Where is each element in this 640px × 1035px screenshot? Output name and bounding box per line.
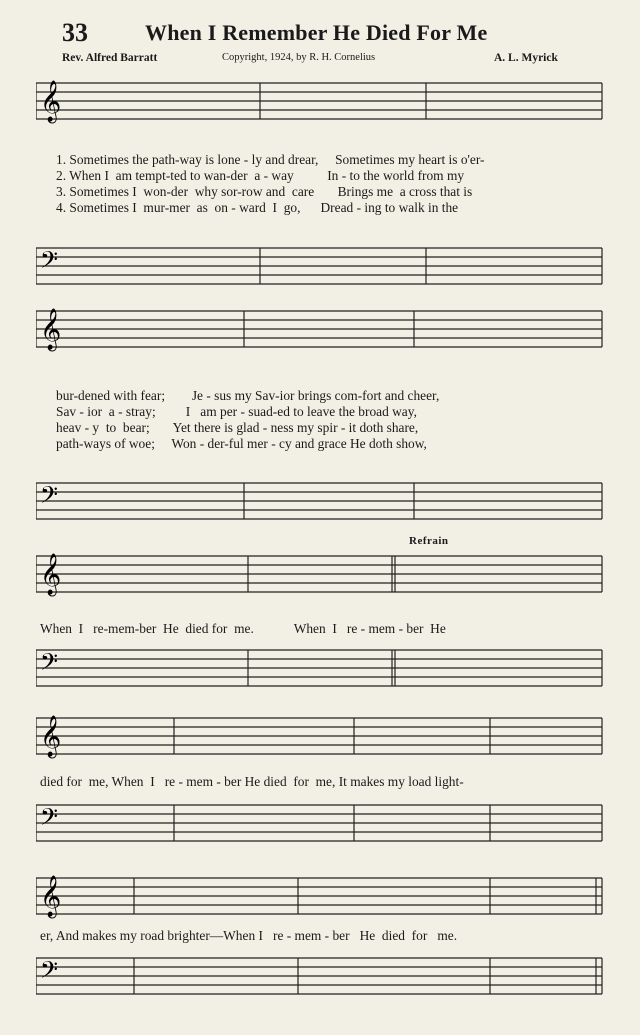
svg-text:𝄞: 𝄞 [40,716,62,757]
verse-line-3a: 3. Sometimes I won-der why sor-row and care Brings me a cross that is [56,184,473,199]
verse-line-4b: path-ways of woe; Won - der-ful mer - cy and grace He doth show, [56,436,427,451]
verse-line-2a: 2. When I am tempt-ted to wan-der a - way In - to the world from my [56,168,465,183]
treble-staff-1 [36,75,604,135]
verse-line-2b: Sav - ior a - stray; I am per - suad-ed to leave the broad way, [56,404,417,419]
svg-text:𝄢: 𝄢 [40,648,59,681]
staff-lines [36,303,604,363]
svg-text:𝄞: 𝄞 [40,876,62,917]
staff-lines [36,548,604,608]
verse-line-3b: heav - y to bear; Yet there is glad - ness my spir - it doth share, [56,420,419,435]
staff-lines [36,797,604,857]
staff-lines [36,710,604,770]
bass-staff-5 [36,950,604,1010]
svg-text:𝄢: 𝄢 [40,803,59,836]
refrain-label: Refrain [409,535,449,547]
lyric-line-4: died for me, When I re - mem - ber He died for me, It makes my load light- [40,774,464,789]
verse-line-1a: 1. Sometimes the path-way is lone - ly and drear, Sometimes my heart is o'er- [56,152,485,167]
hymn-title: When I Remember He Died For Me [145,20,488,45]
staff-lines [36,870,604,930]
lyric-line-3: When I re-mem-ber He died for me. When I re - mem - ber He [40,621,446,636]
staff-lines [36,950,604,1010]
bass-staff-1 [36,240,604,300]
author-credit: Rev. Alfred Barratt [62,52,158,64]
lyric-line-5: er, And makes my road brighter—When I re - mem - ber He died for me. [40,928,458,943]
verse-line-4a: 4. Sometimes I mur-mer as on - ward I go, Dread - ing to walk in the [56,200,459,215]
staff-lines [36,642,604,702]
treble-staff-5 [36,870,604,930]
treble-staff-3 [36,548,604,608]
svg-text:𝄞: 𝄞 [40,309,62,350]
composer-credit: A. L. Myrick [494,52,558,64]
bass-staff-2 [36,475,604,535]
staff-lines [36,240,604,300]
hymn-number: 33 [62,18,88,47]
staff-lines [36,75,604,135]
svg-text:𝄢: 𝄢 [40,956,59,989]
bass-staff-3 [36,642,604,702]
svg-text:𝄞: 𝄞 [40,81,62,122]
treble-staff-4 [36,710,604,770]
verse-line-1b: bur-dened with fear; Je - sus my Sav-ior brings com-fort and cheer, [56,388,440,403]
bass-staff-4 [36,797,604,857]
svg-text:𝄢: 𝄢 [40,481,59,514]
svg-text:𝄞: 𝄞 [40,554,62,595]
svg-text:𝄢: 𝄢 [40,246,59,279]
staff-lines [36,475,604,535]
copyright-notice: Copyright, 1924, by R. H. Cornelius [222,52,376,63]
treble-staff-2 [36,303,604,363]
